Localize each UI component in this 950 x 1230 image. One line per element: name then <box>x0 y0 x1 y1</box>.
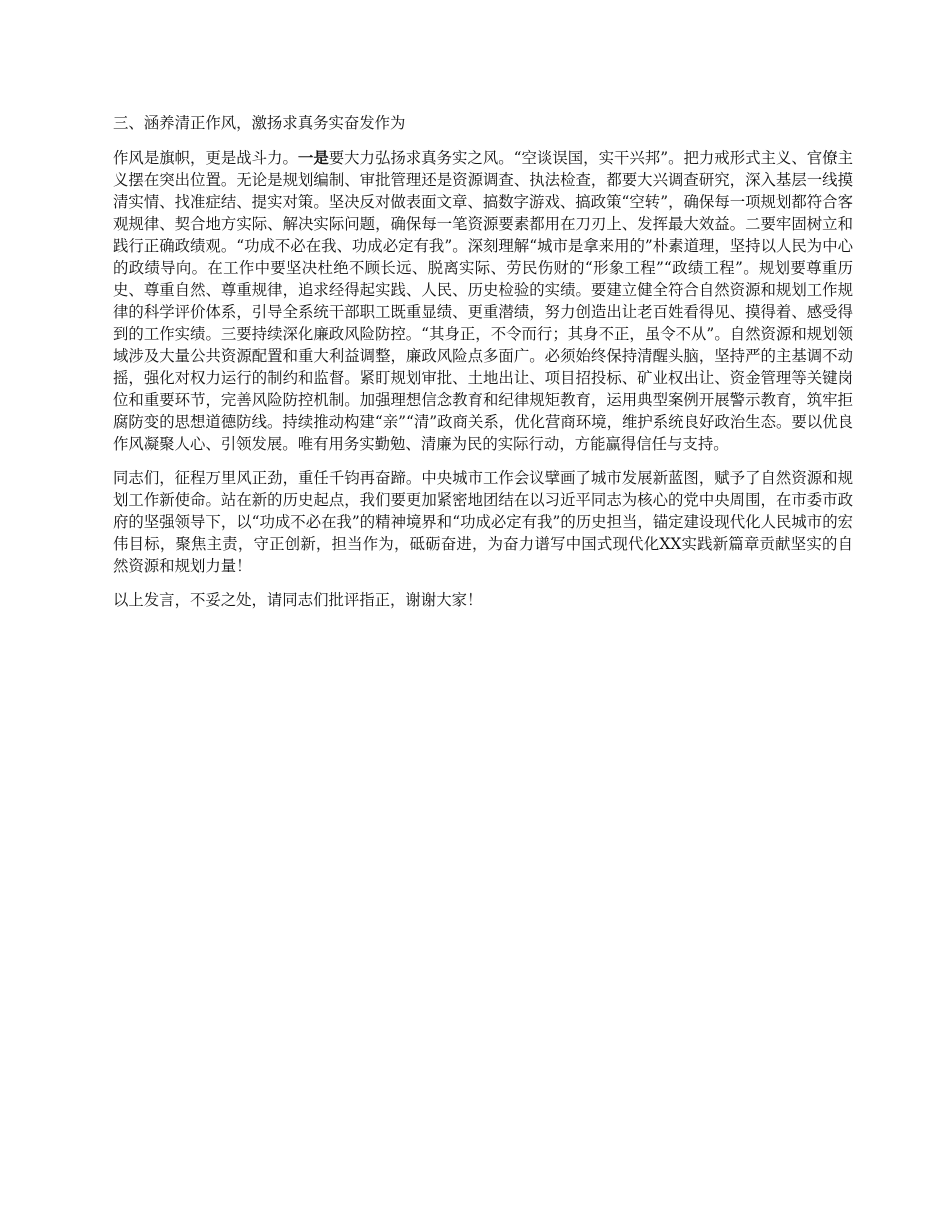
document-body <box>113 112 853 623</box>
paragraph-thanks: 以上发言，不妥之处，请同志们批评指正，谢谢大家！ <box>113 591 483 609</box>
bold-marker: 一是 <box>297 149 329 167</box>
paragraph-style-and-integrity <box>113 147 853 455</box>
paragraph-closing-call: 同志们，征程万里风正劲，重任千钧再奋蹄。中央城市工作会议擘画了城市发展新蓝图，赋予了自然资源和规划工作新使命。站在新的历史起点，我们要更加紧密地团结在以习近平同志为核心的党中央周围，在市委市政府的坚强领导下，以“功成不必在我”的精神境界和“功成必定有我”的历史担当，锚定建设现代化人民城市的宏伟目标，聚焦主责，守正创新，担当作为，砥砺奋进，为奋力谱写中国式现代化XX实践新篇章贡献坚实的自然资源和规划力量！ <box>113 469 853 575</box>
section-heading: 三、涵养清正作风，激扬求真务实奋发作为 <box>113 114 406 132</box>
paragraph-body: 要大力弘扬求真务实之风。“空谈误国，实干兴邦”。把力戒形式主义、官僚主义摆在突出位置。无论是规划编制、审批管理还是资源调查、执法检查，都要大兴调查研究，深入基层一线摸清实情、找准症结、提实对策。坚决反对做表面文章、搞数字游戏、搞政策“空转”，确保每一项规划都符合客观规律、契合地方实际、解决实际问题，确保每一笔资源要素都用在刀刃上、发挥最大效益。二要牢固树立和践行正确政绩观。“功成不必在我、功成必定有我”。深刻理解“城市是拿来用的”朴素道理，坚持以人民为中心的政绩导向。在工作中要坚决杜绝不顾长远、脱离实际、劳民伤财的“形象工程”“政绩工程”。规划要尊重历史、尊重自然、尊重规律，追求经得起实践、人民、历史检验的实绩。要建立健全符合自然资源和规划工作规律的科学评价体系，引导全系统干部职工既重显绩、更重潜绩，努力创造出让老百姓看得见、摸得着、感受得到的工作实绩。三要持续深化廉政风险防控。“其身正，不令而行；其身不正，虽令不从”。自然资源和规划领域涉及大量公共资源配置和重大利益调整，廉政风险点多面广。必须始终保持清醒头脑，坚持严的主基调不动摇，强化对权力运行的制约和监督。紧盯规划审批、土地出让、项目招投标、矿业权出让、资金管理等关键岗位和重要环节，完善风险防控机制。加强理想信念教育和纪律规矩教育，运用典型案例开展警示教育，筑牢拒腐防变的思想道德防线。持续推动构建“亲”“清”政商关系，优化营商环境，维护系统良好政治生态。要以优良作风凝聚人心、引领发展。唯有用务实勤勉、清廉为民的实际行动，方能赢得信任与支持。 <box>113 149 853 453</box>
paragraph-lead: 作风是旗帜，更是战斗力。 <box>113 149 298 167</box>
